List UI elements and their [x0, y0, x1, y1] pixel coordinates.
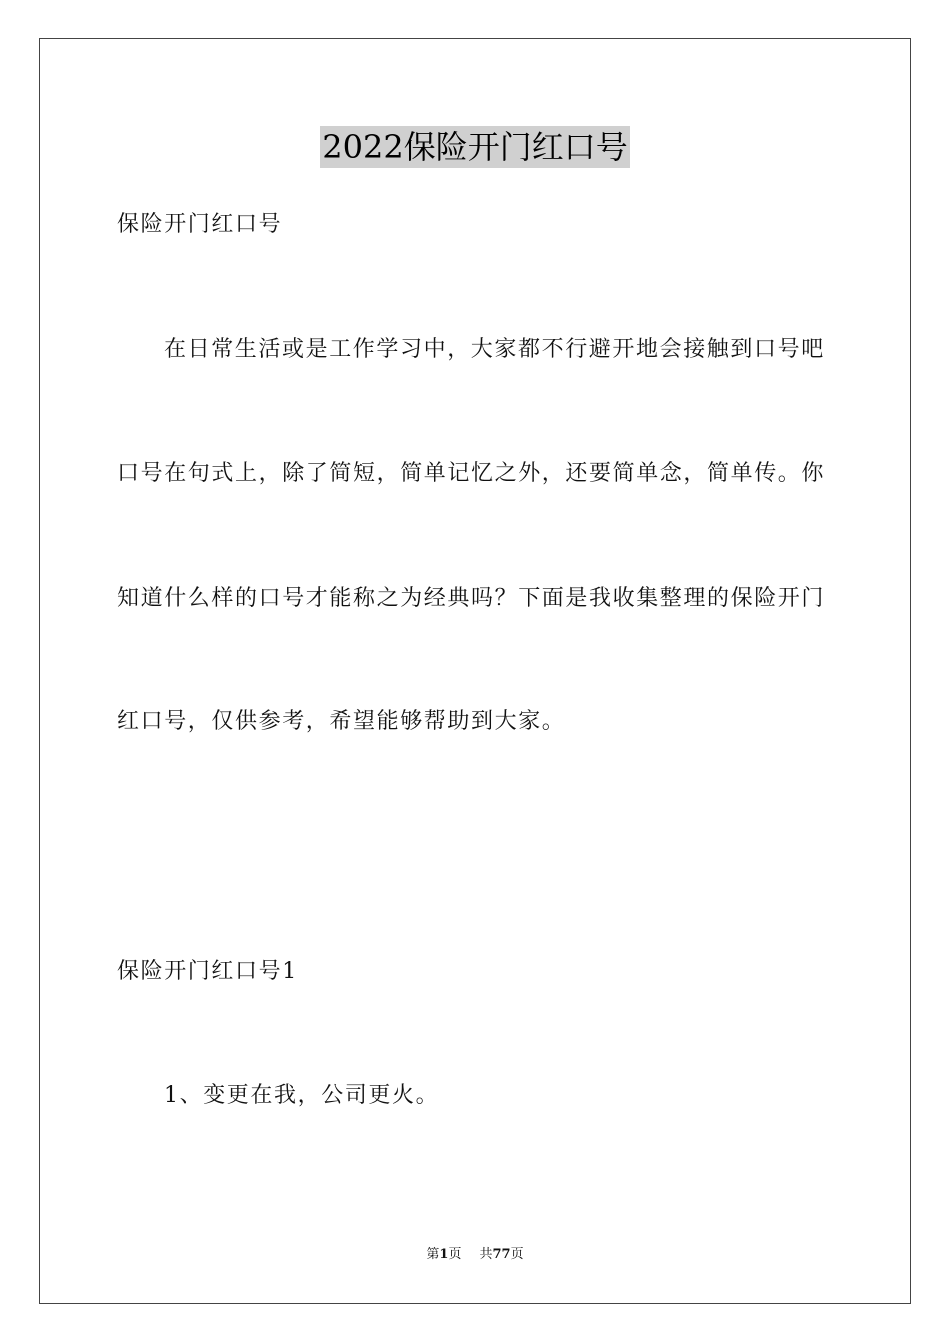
document-title: 2022保险开门红口号 — [322, 128, 628, 166]
footer-total-pages: 77 — [492, 1247, 511, 1262]
footer-total-suffix: 页 — [510, 1247, 524, 1262]
intro-line-4: 红口号，仅供参考，希望能够帮助到大家。 — [117, 709, 566, 734]
page-footer — [0, 1246, 950, 1264]
section-heading: 保险开门红口号1 — [117, 959, 298, 984]
footer-page-prefix: 第 — [426, 1247, 440, 1262]
intro-line-1: 在日常生活或是工作学习中，大家都不行避开地会接触到口号吧 — [164, 337, 825, 362]
title-container — [0, 126, 950, 168]
intro-line-3: 知道什么样的口号才能称之为经典吗？下面是我收集整理的保险开门 — [117, 586, 826, 611]
footer-page-current: 1 — [439, 1247, 449, 1262]
footer-page-suffix: 页 — [448, 1247, 462, 1262]
intro-line-2: 口号在句式上，除了简短，简单记忆之外，还要简单念，简单传。你 — [117, 461, 826, 486]
list-item: 1、变更在我，公司更火。 — [164, 1083, 440, 1108]
document-subtitle: 保险开门红口号 — [117, 212, 283, 237]
footer-total-prefix: 共 — [479, 1247, 493, 1262]
